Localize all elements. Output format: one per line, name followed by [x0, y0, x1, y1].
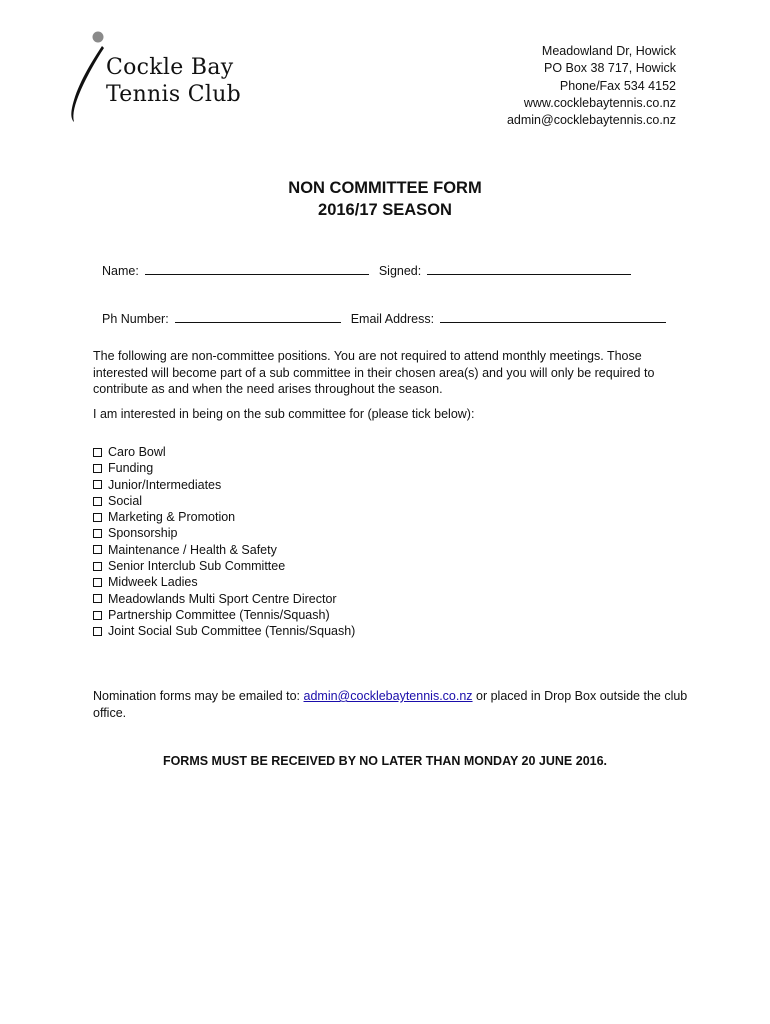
- option-label: Social: [108, 493, 143, 508]
- option-checkbox[interactable]: [93, 578, 102, 587]
- interest-paragraph: I am interested in being on the sub committee for (please tick below):: [93, 407, 475, 421]
- nomination-prefix: Nomination forms may be emailed to:: [93, 689, 304, 703]
- phone-label: Ph Number:: [102, 312, 169, 326]
- option-label: Funding: [108, 461, 154, 476]
- option-label: Meadowlands Multi Sport Centre Director: [108, 591, 337, 606]
- option-item: [93, 542, 355, 558]
- form-title: [0, 177, 770, 221]
- form-title-line2: 2016/17 SEASON: [318, 201, 452, 219]
- option-checkbox[interactable]: [93, 627, 102, 636]
- signed-label: Signed:: [378, 264, 422, 278]
- option-checkbox[interactable]: [93, 594, 102, 603]
- option-checkbox[interactable]: [93, 611, 102, 620]
- deadline-notice: FORMS MUST BE RECEIVED BY NO LATER THAN MONDAY 20 JUNE 2016.: [162, 754, 608, 768]
- option-label: Caro Bowl: [108, 445, 166, 459]
- option-checkbox[interactable]: [93, 464, 102, 473]
- option-label: Partnership Committee (Tennis/Squash): [108, 607, 330, 622]
- option-checkbox[interactable]: [93, 562, 102, 571]
- option-checkbox[interactable]: [93, 497, 102, 506]
- logo-text-line2: Tennis Club: [106, 82, 242, 107]
- phone-email-row: [102, 310, 676, 326]
- option-item: [93, 607, 355, 623]
- nomination-email-link[interactable]: admin@cocklebaytennis.co.nz: [303, 689, 473, 703]
- option-checkbox[interactable]: [93, 529, 102, 538]
- option-item: [93, 509, 355, 525]
- address-street: Meadowland Dr, Howick: [541, 44, 676, 58]
- option-item: [93, 591, 355, 607]
- option-checkbox[interactable]: [93, 480, 102, 489]
- name-signed-row: [102, 262, 641, 278]
- option-label: Marketing & Promotion: [108, 510, 236, 525]
- option-item: [93, 460, 355, 476]
- email-label: Email Address:: [350, 312, 435, 326]
- option-checkbox[interactable]: [93, 513, 102, 522]
- nomination-paragraph: [93, 688, 693, 721]
- intro-paragraph: The following are non-committee positions. You are not required to attend monthly meetings. Those interested will become part of a sub committee in their chosen area(s) and you will only be required to contribute as and when the need arises throughout the season.: [93, 349, 655, 396]
- option-checkbox[interactable]: [93, 448, 102, 457]
- name-label: Name:: [102, 264, 139, 278]
- address-website[interactable]: www.cocklebaytennis.co.nz: [523, 95, 676, 110]
- option-label: Junior/Intermediates: [108, 477, 222, 492]
- option-item: [93, 574, 355, 590]
- logo-text-line1: Cockle Bay: [106, 55, 234, 80]
- option-label: Sponsorship: [108, 526, 178, 541]
- address-phone: Phone/Fax 534 4152: [559, 78, 676, 93]
- signed-field[interactable]: [427, 262, 631, 275]
- option-item: [93, 525, 355, 541]
- address-po-box: PO Box 38 717, Howick: [543, 61, 676, 76]
- option-item: [93, 623, 355, 639]
- option-checkbox[interactable]: [93, 545, 102, 554]
- option-item: [93, 477, 355, 493]
- club-logo: [66, 28, 266, 128]
- address-email[interactable]: admin@cocklebaytennis.co.nz: [506, 113, 676, 128]
- option-label: Joint Social Sub Committee (Tennis/Squash): [108, 624, 356, 639]
- option-label: Midweek Ladies: [108, 575, 198, 590]
- option-label: Senior Interclub Sub Committee: [108, 559, 286, 574]
- club-address: [507, 43, 676, 129]
- option-label: Maintenance / Health & Safety: [108, 542, 277, 557]
- phone-field[interactable]: [175, 310, 341, 323]
- email-field[interactable]: [440, 310, 666, 323]
- form-title-line1: NON COMMITTEE FORM: [288, 179, 482, 197]
- subcommittee-options: [93, 444, 355, 640]
- option-item: [93, 493, 355, 509]
- name-field[interactable]: [145, 262, 369, 275]
- option-item: [93, 558, 355, 574]
- nomination-suffix: or placed in Drop Box outside the club office.: [93, 689, 688, 720]
- option-item: [93, 444, 355, 460]
